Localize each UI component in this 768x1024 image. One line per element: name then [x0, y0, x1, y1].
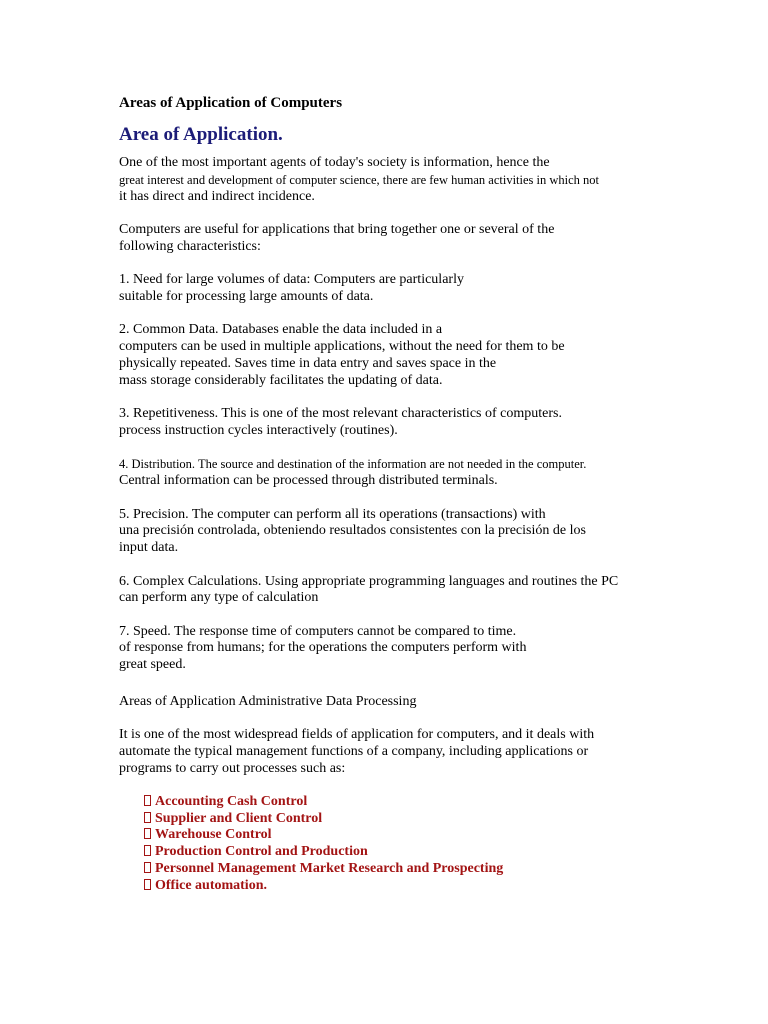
text-line: physically repeated. Saves time in data entry and saves space in the: [119, 355, 497, 371]
bullet-box-icon: [144, 862, 151, 873]
text-line: One of the most important agents of today's society is information, hence the: [119, 155, 550, 170]
characteristic-item-5: [119, 507, 719, 557]
intro-paragraph: [119, 155, 719, 205]
text-line: suitable for processing large amounts of data.: [119, 288, 374, 304]
text-line: 7. Speed. The response time of computers cannot be compared to time.: [119, 623, 517, 639]
list-item-label: Production Control and Production: [155, 844, 368, 860]
application-bullet-list: [119, 794, 719, 895]
text-line: input data.: [119, 540, 179, 556]
text-line: automate the typical management functions of a company, including applications or: [119, 744, 589, 760]
bullet-box-icon: [144, 795, 151, 806]
text-line: 4. Distribution. The source and destination of the information are not needed in the computer.: [119, 457, 587, 472]
text-line: Computers are useful for applications that bring together one or several of the: [119, 221, 555, 237]
characteristic-item-1: [119, 272, 719, 306]
list-item: [144, 878, 719, 895]
list-item-label: Personnel Management Market Research and Prospecting: [155, 861, 504, 877]
bullet-box-icon: [144, 879, 151, 890]
list-item: [144, 811, 719, 828]
admin-intro-paragraph: [119, 727, 719, 777]
characteristics-intro-paragraph: [119, 222, 719, 256]
text-line: great interest and development of computer science, there are few human activities in which not: [119, 172, 600, 187]
text-line: Central information can be processed through distributed terminals.: [119, 473, 498, 489]
text-line: can perform any type of calculation: [119, 590, 319, 606]
characteristic-item-4: [119, 456, 719, 490]
text-line: 5. Precision. The computer can perform all its operations (transactions) with: [119, 506, 546, 522]
list-item: [144, 794, 719, 811]
document-title: Areas of Application of Computers: [119, 95, 343, 111]
characteristic-item-3: [119, 406, 719, 440]
text-line: great speed.: [119, 657, 186, 673]
text-line: 1. Need for large volumes of data: Computers are particularly: [119, 272, 464, 288]
list-item: [144, 827, 719, 844]
admin-subheading: [119, 694, 719, 711]
list-item-label: Accounting Cash Control: [155, 793, 308, 809]
text-line: computers can be used in multiple applications, without the need for them to be: [119, 339, 565, 355]
characteristic-item-2: [119, 322, 719, 389]
text-line: 2. Common Data. Databases enable the data included in a: [119, 322, 443, 338]
list-item-label: Warehouse Control: [155, 827, 272, 843]
text-line: programs to carry out processes such as:: [119, 761, 346, 777]
characteristic-item-7: [119, 624, 719, 674]
list-item-label: Supplier and Client Control: [155, 810, 323, 826]
list-item: [144, 861, 719, 878]
text-line: of response from humans; for the operations the computers perform with: [119, 640, 527, 656]
bullet-box-icon: [144, 845, 151, 856]
text-line: It is one of the most widespread fields of application for computers, and it deals with: [119, 727, 595, 743]
list-item: [144, 844, 719, 861]
text-line: Areas of Application Administrative Data Processing: [119, 694, 417, 710]
text-line: mass storage considerably facilitates the updating of data.: [119, 372, 443, 388]
text-line: it has direct and indirect incidence.: [119, 188, 315, 204]
text-line: following characteristics:: [119, 238, 261, 254]
bullet-box-icon: [144, 812, 151, 823]
characteristic-item-6: [119, 574, 719, 608]
bullet-box-icon: [144, 828, 151, 839]
text-line: una precisión controlada, obteniendo resultados consistentes con la precisión de los: [119, 523, 586, 539]
section-heading: Area of Application.: [119, 124, 283, 145]
text-line: process instruction cycles interactively (routines).: [119, 422, 398, 438]
list-item-label: Office automation.: [155, 877, 267, 893]
text-line: 3. Repetitiveness. This is one of the most relevant characteristics of computers.: [119, 406, 562, 422]
document-page: [119, 94, 719, 895]
text-line: 6. Complex Calculations. Using appropriate programming languages and routines the PC: [119, 573, 619, 589]
